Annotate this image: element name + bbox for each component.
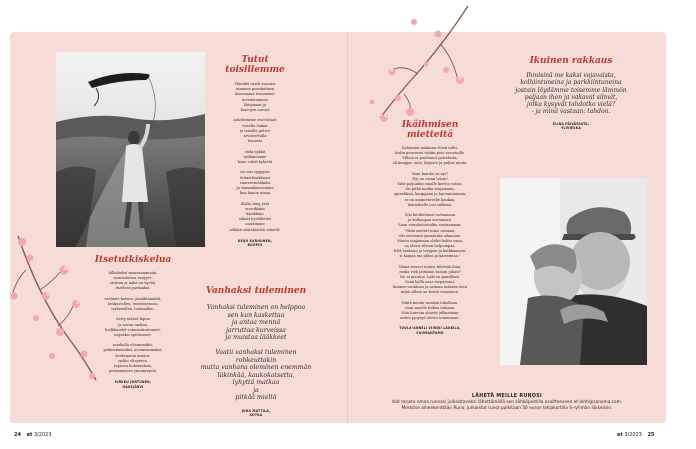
poem-body: tällaiheksi mauvaammatai, monenlaisen venyyvt. eivätan ja mikä on hyvää, itsellent parhaaksi. arolmitr kateen, jämähtämättä, keskustellen, tsornitseuuta, tarkistellen, luunnallen. itetty määrä kipua ja suvun tunkaa, hoilkkoudet voimaantuttaneet, nöyräksi opettaneet. markalla ehoimmäkti, pehmeämmäksi, avoimemmaksi, kerkemmin antava, sydän elteyteen. repussa kokemuksia, perimmäisen ymmärrystä. [103,271,163,373]
folio-right [617,432,655,438]
poem-ikaihmisen-mietteita [378,120,482,335]
poem-author: TUULA-ANNELI VIINIKI LAUKILA, SUOMANTAMO [399,326,461,335]
poem-title: Vanhaksi tuleminen [205,286,307,296]
poem-title: Itsetutkiskelua [94,255,172,265]
poem-author: KEIJO KARHUNEN, KUOPIO [237,238,273,248]
poem-tutut-toisillemme [212,55,298,248]
poem-author: JUHA MATTILA, KOTKA [241,408,271,417]
issue-number: 3/2023 [33,432,52,438]
poem-author: SIRKKU JORTUNEN, HAUSJÄRVI [114,380,152,389]
poem-body: Ihmisinä me kaksi vajavaista, kolhiintuneina ja parkkiintuneina jostain löydämme toisemme lämmön paljaan ihon ja vakavat silmät, jotka kysyvät tahdotko vielä? - ja minä vastaan: tahdon. [515,72,627,116]
poem-body: Vanhaksi tuleminen on helppoa sen kun kaskettaa ja antaa mennä jarruttaa kurveissa ja muistaa lääkkeet Vaatii vanhaksi tuleminen rohkeuttakin mutta vanhana oleminen enemmän liikinkää, kaukokatsetta, lyhyttä matkaa ja pitkää mieltä [200,304,312,401]
submission-call-to-action [354,394,660,411]
poem-author: ELINA PÄIVÄRINTA, YLIVIESKA [552,121,590,131]
poem-title: Tutut toisillemme [225,55,285,75]
poem-title: Ikäihmisen mietteitä [401,120,459,140]
poem-body: Kohtaatin nakkaan elosti tullit, hodin penvermi väitän pois vaivatuille. Silloin ei puudunut palvelutta, oli kauppa- auto, kirjasto ja paljon muita. Vaan kuinka on nyt? Nyt on aivan toisin! Siitä paljonkin sinulle kertoa voisin. On pitkä matka taajamaan, apteekkiin, kauppaan ja kurvantamaan; se on ammottavelle kaukaa, ikätauhelle tosi valkeaa. Sits kotikerinast sottamaan ja kulkaupaa aovomaan. Saan viranhoitotoiliin vastaamaan: "Niita asetutt nimo osmaan, olis tarvinnut ymmärtää aikanaan. Muuta taajamaan olehti kohta vaan, on elossi siltsen helpompaa. IIttä taakuun jo torppan ja kaikkamaan, si kaipaa ma pihan ja kasvitmaa." Nämä neuvot minna tiilertää ihan, muka vieli jättämin tumun pihan? No ei muutoa. Laki on pantillani, Saan kyllä asua torpassani, kunnes vanhinan ja satman määrän teen mikä silloin on kotini viimeinen. Näitä mietin mcnkin tahollaan, vaan muulle fiakea tahtaan. Niin harvoin olojeta julkaistaan miten pysytyö olevin toimintaan. [392,146,468,321]
poem-vanhaksi-tuleminen [200,286,312,417]
photo-woman-with-kite [56,52,205,247]
photo-elderly-couple [500,178,647,365]
page-number: 25 [647,432,655,438]
magazine-logo: et [26,432,33,438]
page-number: 24 [14,432,21,438]
issue-number: 3/2023 [624,432,642,438]
poem-ikuinen-rakkaus [510,56,632,131]
magazine-logo: et [617,432,623,438]
cta-text: Voit tarjota omaa runoasi julkaistavaksi lähettämällä sen sähköpostilla osoitteeseen et-lehti@sanoma.com. Merkitse aiheekenttään Runo. Julkaistut runot palkitaan 50 euron lahjakortilla S-ryhmän liikkeisiin. [391,400,623,411]
folio-left [14,432,52,438]
cta-title: LÄHETÄ MEILLE RUNOSI [471,394,543,399]
poem-itsetutkiskelua [80,255,186,389]
page-gutter [347,32,348,423]
poem-title: Ikuinen rakkaus [529,56,613,66]
poem-body: Ylänäkö vaatii vuosina isiamme pusukutturn kasvamme toisiamme invemiinimme likisjmaat ja kasvojen suruet askeleemme ovat hitaat toisella lonkat ja toisella polvet arvostettulla itsuasta vielä sykkii sydämemme kone valsit-kykettä en sais ryppyäsi täitastilonkkaasi suurrevärsäkiäsi ja sumanikasvomina kun kanon ninaa illalla säng ystä vievokkäin käsikkäin silmät hyvälleväit naudimme selkkiä säätaksisisä sekoittt. [229,82,281,232]
